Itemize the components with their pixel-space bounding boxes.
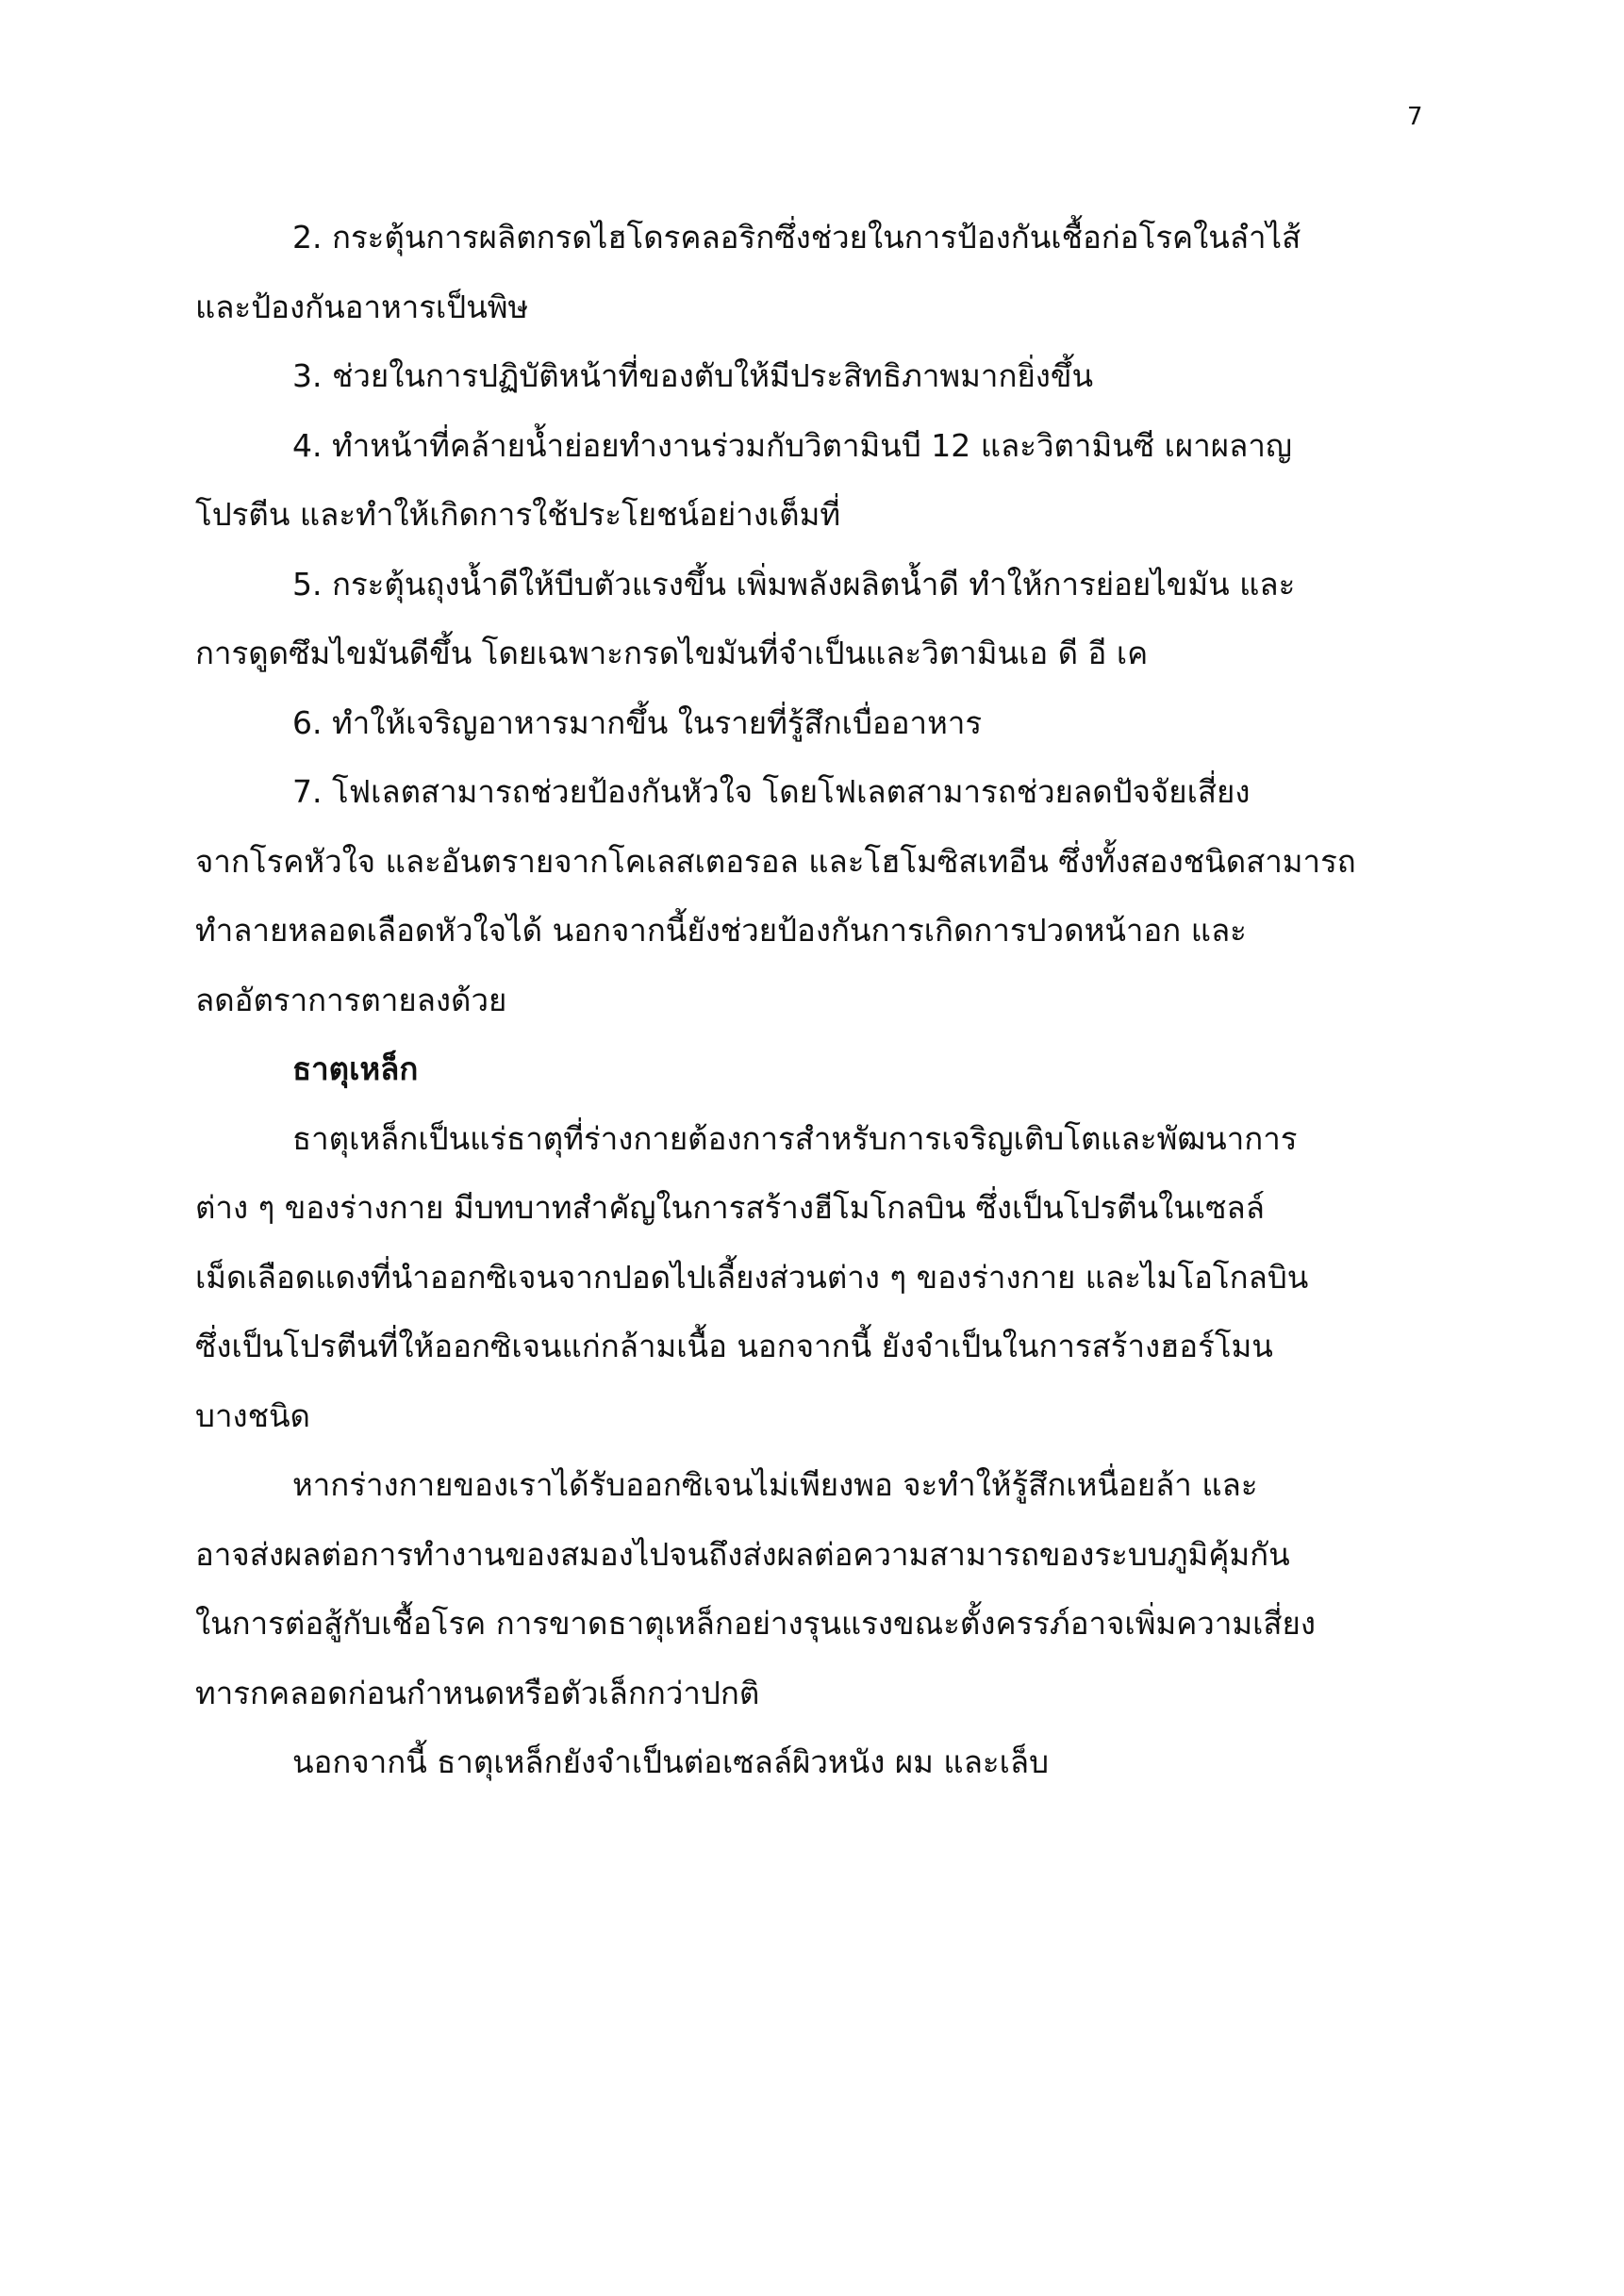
text-line: การดูดซึมไขมันดีขึ้น โดยเฉพาะกรดไขมันที่จำเป็นและวิตามินเอ ดี อี เค: [195, 635, 1149, 671]
text-line: และป้องกันอาหารเป็นพิษ: [195, 288, 529, 325]
text-line: บางชนิด: [195, 1396, 310, 1434]
text-line: โปรตีน และทำให้เกิดการใช้ประโยชน์อย่างเต็มที่: [195, 496, 841, 533]
text-line: นอกจากนี้ ธาตุเหล็กยังจำเป็นต่อเซลล์ผิวหนัง ผม และเล็บ: [292, 1743, 1050, 1780]
section-paragraph-2: [195, 1450, 1431, 1727]
text-line: เม็ดเลือดแดงที่นำออกซิเจนจากปอดไปเลี้ยงส่วนต่าง ๆ ของร่างกาย และไมโอโกลบิน: [195, 1258, 1309, 1296]
text-line: ในการต่อสู้กับเชื้อโรค การขาดธาตุเหล็กอย่างรุนแรงขณะตั้งครรภ์อาจเพิ่มความเสี่ยง: [195, 1605, 1316, 1642]
list-item-4: [195, 411, 1431, 550]
text-line: 3. ช่วยในการปฏิบัติหน้าที่ของตับให้มีประสิทธิภาพมากยิ่งขึ้น: [292, 357, 1094, 394]
text-line: หากร่างกายของเราได้รับออกซิเจนไม่เพียงพอ จะทำให้รู้สึกเหนื่อยล้า และ: [292, 1466, 1258, 1503]
list-item-5: [195, 550, 1431, 688]
section-heading: ธาตุเหล็ก: [292, 1050, 419, 1087]
list-item-7: [195, 757, 1431, 1034]
text-line: ทารกคลอดก่อนกำหนดหรือตัวเล็กกว่าปกติ: [195, 1674, 760, 1711]
section-paragraph-3: [195, 1727, 1431, 1797]
page-number: 7: [1407, 103, 1423, 131]
text-line: 5. กระตุ้นถุงน้ำดีให้บีบตัวแรงขึ้น เพิ่มพลังผลิตน้ำดี ทำให้การย่อยไขมัน และ: [292, 565, 1296, 603]
text-line: 6. ทำให้เจริญอาหารมากขึ้น ในรายที่รู้สึกเบื่ออาหาร: [292, 703, 983, 741]
text-line: ทำลายหลอดเลือดหัวใจได้ นอกจากนี้ยังช่วยป้องกันการเกิดการปวดหน้าอก และ: [195, 912, 1247, 949]
text-line: จากโรคหัวใจ และอันตรายจากโคเลสเตอรอล และโฮโมซิสเทอีน ซึ่งทั้งสองชนิดสามารถ: [195, 842, 1356, 880]
text-line: 7. โฟเลตสามารถช่วยป้องกันหัวใจ โดยโฟเลตสามารถช่วยลดปัจจัยเสี่ยง: [292, 773, 1251, 810]
text-line: ธาตุเหล็กเป็นแร่ธาตุที่ร่างกายต้องการสำหรับการเจริญเติบโตและพัฒนาการ: [292, 1119, 1298, 1157]
document-body: [195, 203, 1431, 1797]
list-item-6: [195, 688, 1431, 758]
text-line: ซึ่งเป็นโปรตีนที่ให้ออกซิเจนแก่กล้ามเนื้อ นอกจากนี้ ยังจำเป็นในการสร้างฮอร์โมน: [195, 1328, 1273, 1364]
text-line: ต่าง ๆ ของร่างกาย มีบทบาทสำคัญในการสร้างฮีโมโกลบิน ซึ่งเป็นโปรตีนในเซลล์: [195, 1189, 1265, 1226]
text-line: 4. ทำหน้าที่คล้ายน้ำย่อยทำงานร่วมกับวิตามินบี 12 และวิตามินซี เผาผลาญ: [292, 426, 1292, 464]
text-line: ลดอัตราการตายลงด้วย: [195, 981, 507, 1018]
list-item-2: [195, 203, 1431, 341]
text-line: 2. กระตุ้นการผลิตกรดไฮโดรคลอริกซึ่งช่วยในการป้องกันเชื้อก่อโรคในลำไส้: [292, 219, 1301, 256]
list-item-3: [195, 341, 1431, 411]
text-line: อาจส่งผลต่อการทำงานของสมองไปจนถึงส่งผลต่อความสามารถของระบบภูมิคุ้มกัน: [195, 1535, 1290, 1573]
section-paragraph-1: [195, 1104, 1431, 1451]
